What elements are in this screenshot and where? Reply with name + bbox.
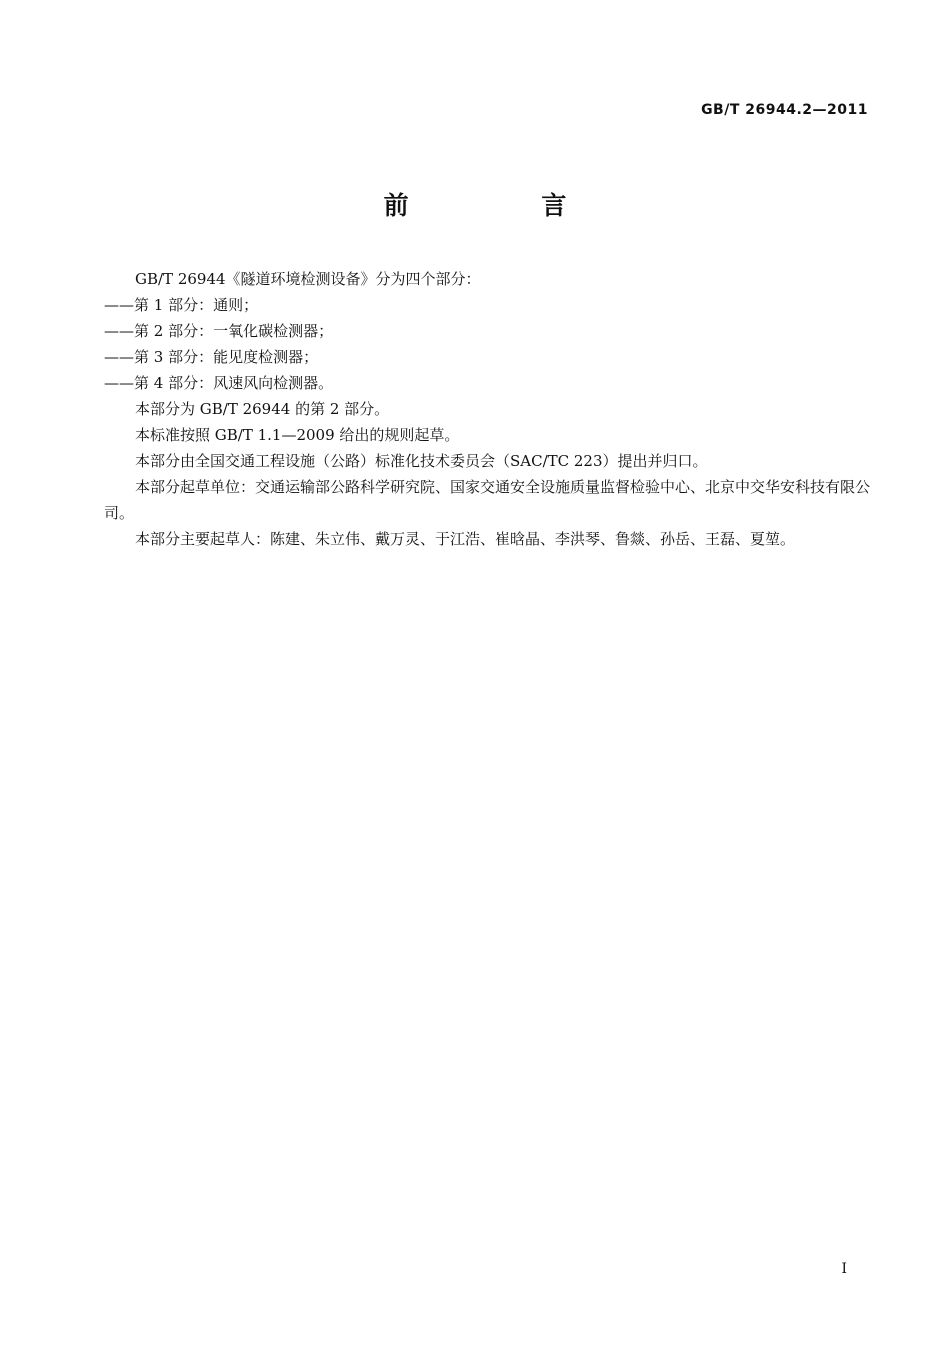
page-number: I [841,1261,847,1277]
page-title: 前 言 [383,191,629,220]
this-part-paragraph: 本部分为 GB/T 26944 的第 2 部分。 [135,400,390,418]
intro-paragraph: GB/T 26944《隧道环境检测设备》分为四个部分： [135,270,481,288]
proposed-by-paragraph: 本部分由全国交通工程设施（公路）标准化技术委员会（SAC/TC 223）提出并归口。 [135,452,708,470]
part-list-item: ——第 1 部分：通则； [104,296,259,314]
drafting-rules-paragraph: 本标准按照 GB/T 1.1—2009 给出的规则起草。 [135,426,460,444]
foreword-body [104,266,874,552]
standard-number: GB/T 26944.2—2011 [701,102,868,118]
drafters-paragraph: 本部分主要起草人：陈建、朱立伟、戴万灵、于江浩、崔晗晶、李洪琴、鲁燚、孙岳、王磊、夏堃。 [135,530,796,548]
part-list-item: ——第 3 部分：能见度检测器； [104,348,319,366]
part-list-item: ——第 2 部分：一氧化碳检测器； [104,322,334,340]
part-list-item: ——第 4 部分：风速风向检测器。 [104,374,334,392]
drafting-units-paragraph: 本部分起草单位：交通运输部公路科学研究院、国家交通安全设施质量监督检验中心、北京中交华安科技有限公司。 [104,478,871,522]
